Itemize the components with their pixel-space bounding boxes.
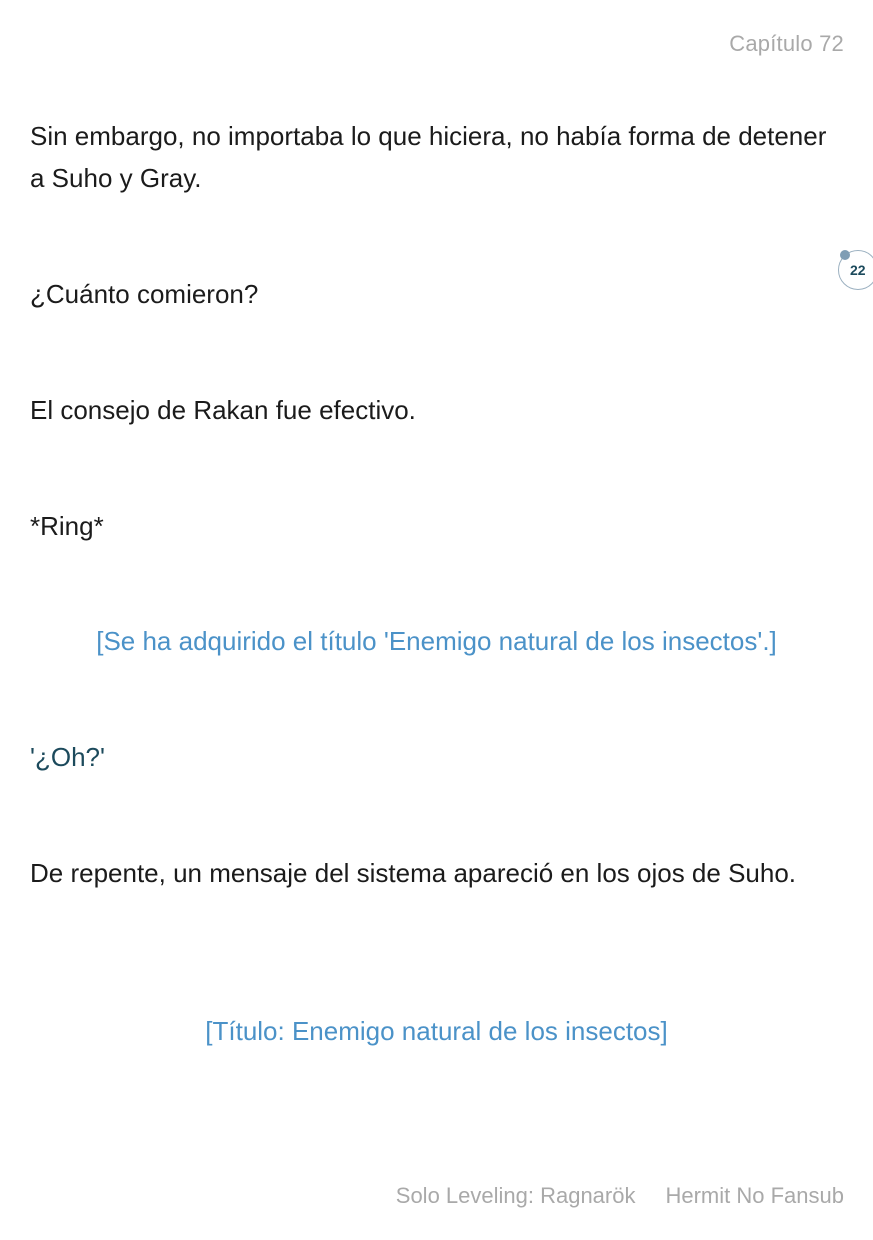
- paragraph: De repente, un mensaje del sistema apareció en los ojos de Suho.: [30, 858, 797, 888]
- paragraph: Sin embargo, no importaba lo que hiciera, no había forma de detener a Suho y Gray.: [30, 121, 827, 193]
- system-message: [Título: Enemigo natural de los insectos]: [205, 1016, 668, 1046]
- translator-credit: Hermit No Fansub: [665, 1183, 844, 1208]
- page-indicator-dot-icon: [840, 250, 850, 260]
- paragraph: ¿Cuánto comieron?: [30, 279, 259, 309]
- paragraph: *Ring*: [30, 511, 104, 541]
- system-message: [Se ha adquirido el título 'Enemigo natural de los insectos'.]: [96, 626, 777, 656]
- page-number-badge[interactable]: [838, 250, 873, 290]
- book-title: Solo Leveling: Ragnarök: [395, 1183, 636, 1208]
- dialogue-line: '¿Oh?': [30, 742, 105, 772]
- chapter-label: Capítulo 72: [729, 31, 844, 56]
- page-number: 22: [850, 262, 866, 278]
- paragraph: El consejo de Rakan fue efectivo.: [30, 395, 416, 425]
- footer: [396, 1183, 844, 1209]
